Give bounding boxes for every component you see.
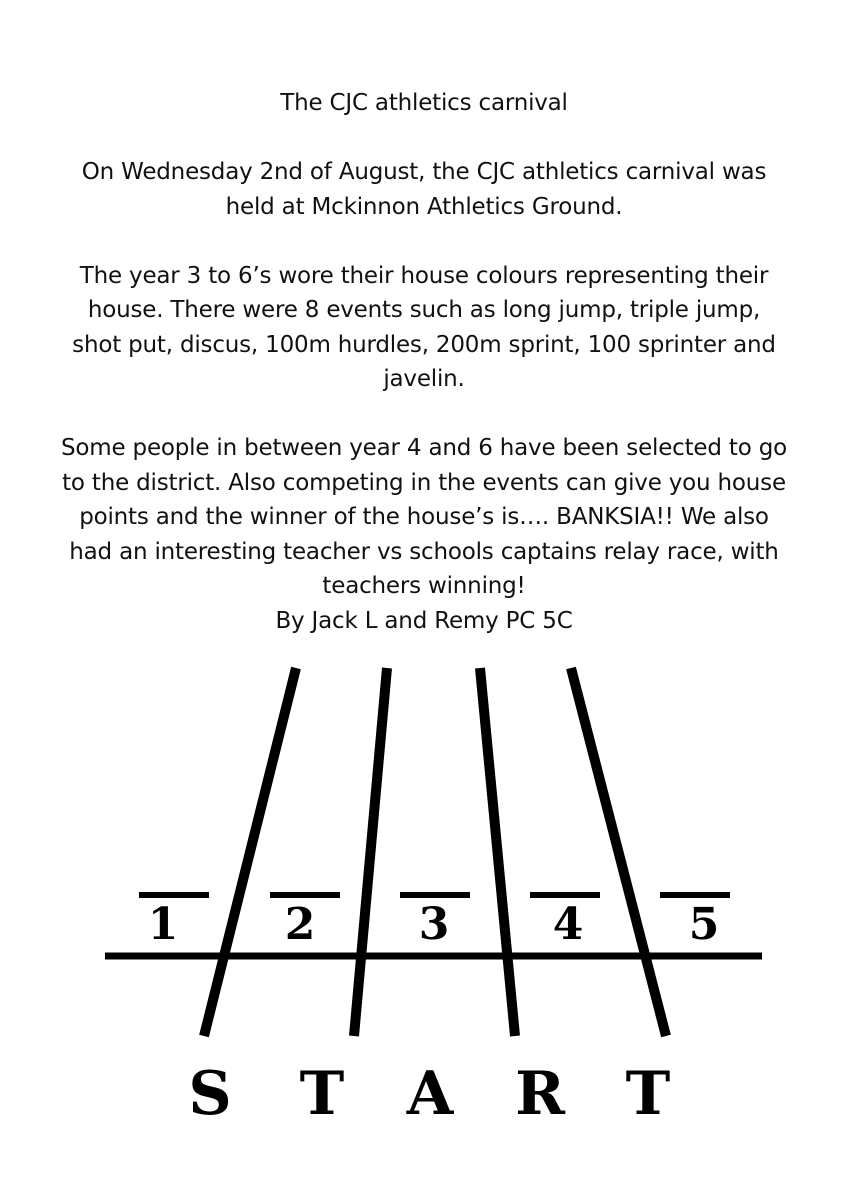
start-letter-t2: T bbox=[625, 1059, 671, 1129]
lane-number-1: 1 bbox=[147, 899, 179, 950]
lane-number-bar bbox=[660, 892, 730, 898]
start-letter-t: T bbox=[299, 1059, 345, 1129]
start-letter-a: A bbox=[406, 1059, 454, 1129]
lane-number-bar bbox=[400, 892, 470, 898]
lane-divider-line bbox=[204, 668, 296, 1036]
byline: By Jack L and Remy PC 5C bbox=[275, 607, 573, 634]
lane-number-bar bbox=[530, 892, 600, 898]
lane-number-3: 3 bbox=[418, 899, 450, 950]
paragraph-results: Some people in between year 4 and 6 have been selected to go to the district. Also competing in the events can give you house points and the winner of the house’s is…. BANKSIA!! We also had an interesting teacher vs schools captains relay race, with teachers winning! bbox=[61, 435, 787, 599]
lane-number-4: 4 bbox=[552, 899, 584, 950]
article-title: The CJC athletics carnival bbox=[280, 90, 568, 116]
start-letter-s: S bbox=[188, 1059, 232, 1129]
paragraph-events: The year 3 to 6’s wore their house colours representing their house. There were 8 events such as long jump, triple jump, shot put, discus, 100m hurdles, 200m sprint, 100 sprinter and javelin. bbox=[72, 262, 776, 392]
lane-number-bar bbox=[139, 892, 209, 898]
lane-divider-line bbox=[571, 668, 666, 1036]
lane-number-bar bbox=[270, 892, 340, 898]
start-letter-r: R bbox=[515, 1059, 565, 1129]
paragraph-date-venue: On Wednesday 2nd of August, the CJC athletics carnival was held at Mckinnon Athletics Ground. bbox=[81, 159, 767, 220]
lane-number-2: 2 bbox=[284, 899, 316, 950]
lane-number-5: 5 bbox=[688, 899, 720, 950]
lane-divider-line bbox=[480, 668, 515, 1036]
lane-divider-line bbox=[354, 668, 387, 1036]
